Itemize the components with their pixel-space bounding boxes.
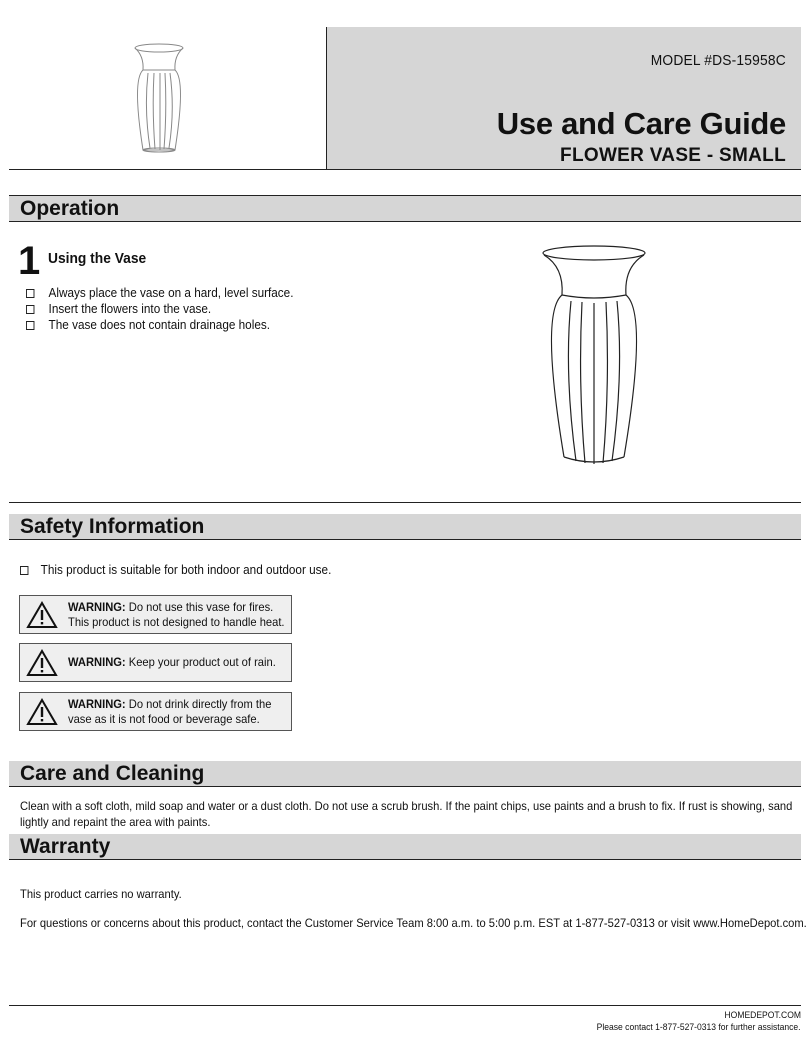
header-divider bbox=[326, 27, 327, 169]
checkbox-icon bbox=[20, 566, 28, 575]
footer-contact: Please contact 1-877-527-0313 for further assistance. bbox=[597, 1022, 801, 1033]
warning-box: WARNING: Do not drink directly from the vase as it is not food or beverage safe. bbox=[19, 692, 292, 731]
warning-icon bbox=[26, 698, 58, 726]
care-text: Clean with a soft cloth, mild soap and water or a dust cloth. Do not use a scrub brush. If the paint chips, use paints and a brush to fix. If rust is showing, sand lightly and repaint the area with paints. bbox=[20, 799, 793, 829]
checkbox-icon bbox=[26, 289, 34, 298]
warning-box: WARNING: Do not use this vase for fires. This product is not designed to handle heat. bbox=[19, 595, 292, 634]
section-rule bbox=[9, 502, 801, 503]
checkbox-icon bbox=[26, 305, 34, 314]
page-title: Use and Care Guide bbox=[496, 106, 786, 141]
header-rule bbox=[9, 169, 801, 170]
step-title: Using the Vase bbox=[48, 250, 147, 267]
contact-text: For questions or concerns about this product, contact the Customer Service Team 8:00 a.m. to 5:00 p.m. EST at 1-877-527-0313 or visit www.HomeDepot.com. bbox=[20, 916, 807, 930]
vase-illustration bbox=[538, 243, 652, 467]
safety-heading: Safety Information bbox=[20, 515, 205, 538]
care-heading: Care and Cleaning bbox=[20, 762, 205, 785]
safety-bar bbox=[9, 514, 801, 540]
footer-site: HOMEDEPOT.COM bbox=[724, 1010, 801, 1021]
operation-heading: Operation bbox=[20, 197, 120, 220]
model-number: MODEL #DS-15958C bbox=[650, 52, 786, 69]
warning-icon bbox=[26, 649, 58, 677]
vase-icon bbox=[130, 40, 196, 158]
warranty-text: This product carries no warranty. bbox=[20, 887, 182, 901]
warranty-heading: Warranty bbox=[20, 835, 111, 858]
footer-rule bbox=[9, 1005, 801, 1006]
warranty-bar bbox=[9, 834, 801, 860]
step-number: 1 bbox=[18, 239, 39, 283]
checkbox-icon bbox=[26, 321, 34, 330]
care-bar bbox=[9, 761, 801, 787]
operation-bar bbox=[9, 196, 801, 222]
product-name: FLOWER VASE - SMALL bbox=[560, 145, 786, 166]
warning-icon bbox=[26, 601, 58, 629]
warning-box: WARNING: Keep your product out of rain. bbox=[19, 643, 292, 682]
